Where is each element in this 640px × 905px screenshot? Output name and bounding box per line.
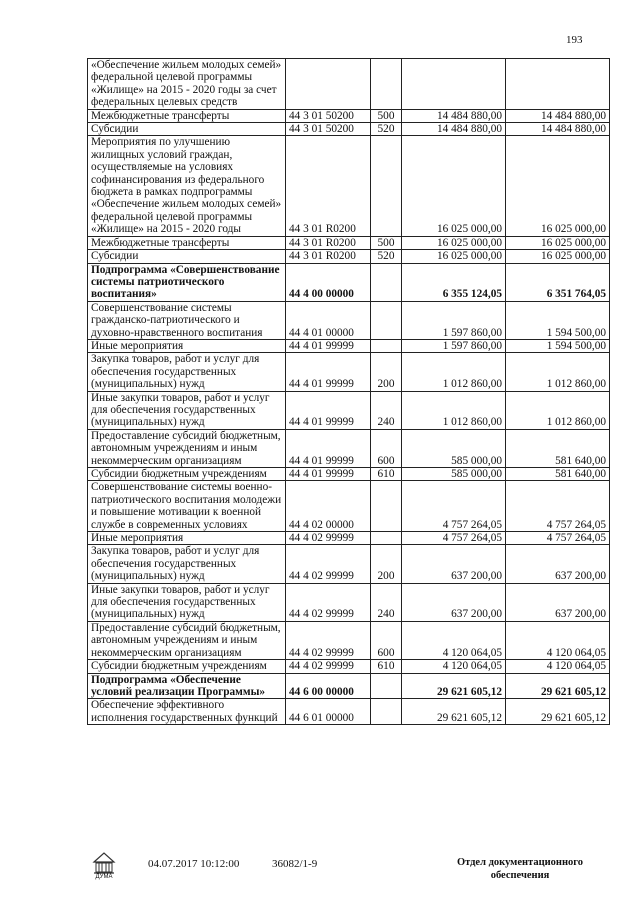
row-name: Субсидии бюджетным учреждениям [88,660,286,673]
row-name: Обеспечение эффективного исполнения государственных функций [88,699,286,725]
logo-caption: ДУМА [95,874,113,880]
row-name: Иные мероприятия [88,532,286,545]
row-sum-2017: 4 757 264,05 [402,532,506,545]
table-row [88,136,610,236]
row-sum-2017: 585 000,00 [402,429,506,467]
row-sum-2017: 14 484 880,00 [402,123,506,136]
row-vr [371,532,402,545]
row-sum-2017: 637 200,00 [402,545,506,583]
row-name: Предоставление субсидий бюджетным, автономным учреждениям и иным некоммерческим организациям [88,621,286,659]
row-sum-2017: 29 621 605,12 [402,673,506,699]
table-row [88,532,610,545]
row-code: 44 4 01 00000 [286,301,371,339]
row-sum-2018: 1 012 860,00 [506,391,610,429]
table-row [88,353,610,391]
row-name: Субсидии [88,123,286,136]
row-code: 44 4 02 99999 [286,545,371,583]
table-row [88,109,610,122]
table-row [88,699,610,725]
page-number: 193 [566,34,583,46]
row-sum-2018: 16 025 000,00 [506,136,610,236]
row-vr: 240 [371,583,402,621]
row-sum-2018: 4 120 064,05 [506,621,610,659]
row-code: 44 4 01 99999 [286,353,371,391]
row-sum-2018: 4 120 064,05 [506,660,610,673]
row-code [286,59,371,110]
table-row [88,583,610,621]
row-vr: 520 [371,250,402,263]
row-vr [371,699,402,725]
row-sum-2018: 581 640,00 [506,468,610,481]
row-sum-2018: 1 594 500,00 [506,301,610,339]
table-row [88,673,610,699]
row-code: 44 3 01 R0200 [286,236,371,249]
row-sum-2017: 16 025 000,00 [402,236,506,249]
table-row [88,236,610,249]
table-row [88,301,610,339]
row-code: 44 6 01 00000 [286,699,371,725]
row-name: Субсидии бюджетным учреждениям [88,468,286,481]
row-name: Мероприятия по улучшению жилищных условий граждан, осуществляемые на условиях софинансирования из федерального бюджета в рамках подпрограммы «Обеспечение жильем молодых семей» федеральной целевой программы «Жилище» на 2015 - 2020 годы [88,136,286,236]
row-name: Подпрограмма «Совершенствование системы патриотического воспитания» [88,263,286,301]
row-vr: 610 [371,468,402,481]
table-row [88,391,610,429]
row-sum-2018: 29 621 605,12 [506,699,610,725]
row-code: 44 3 01 R0200 [286,250,371,263]
row-vr: 600 [371,621,402,659]
table-row [88,545,610,583]
row-sum-2017 [402,59,506,110]
row-sum-2018: 4 757 264,05 [506,481,610,532]
row-sum-2017: 1 597 860,00 [402,339,506,352]
row-code: 44 4 02 99999 [286,621,371,659]
row-sum-2018: 637 200,00 [506,545,610,583]
row-vr [371,301,402,339]
row-vr: 500 [371,109,402,122]
row-vr: 610 [371,660,402,673]
footer-reg-number: 36082/1-9 [272,858,318,870]
row-vr: 520 [371,123,402,136]
row-sum-2017: 1 012 860,00 [402,353,506,391]
row-sum-2017: 637 200,00 [402,583,506,621]
table-row [88,339,610,352]
table-row [88,481,610,532]
row-sum-2017: 4 120 064,05 [402,621,506,659]
row-vr [371,59,402,110]
row-name: Иные закупки товаров, работ и услуг для обеспечения государственных (муниципальных) нужд [88,391,286,429]
row-sum-2017: 4 120 064,05 [402,660,506,673]
row-sum-2017: 585 000,00 [402,468,506,481]
row-code: 44 3 01 50200 [286,123,371,136]
row-sum-2018: 29 621 605,12 [506,673,610,699]
row-vr [371,339,402,352]
row-name: Закупка товаров, работ и услуг для обеспечения государственных (муниципальных) нужд [88,353,286,391]
row-sum-2017: 16 025 000,00 [402,250,506,263]
row-sum-2018: 1 594 500,00 [506,339,610,352]
row-code: 44 4 02 99999 [286,532,371,545]
row-code: 44 4 01 99999 [286,339,371,352]
row-code: 44 4 02 99999 [286,660,371,673]
row-code: 44 4 02 99999 [286,583,371,621]
table-row [88,250,610,263]
row-name: Совершенствование системы гражданско-патриотического и духовно-нравственного воспитания [88,301,286,339]
row-sum-2017: 6 355 124,05 [402,263,506,301]
row-sum-2018: 4 757 264,05 [506,532,610,545]
row-vr: 600 [371,429,402,467]
table-row [88,123,610,136]
table-row [88,621,610,659]
row-code: 44 4 01 99999 [286,429,371,467]
row-vr [371,481,402,532]
row-sum-2017: 14 484 880,00 [402,109,506,122]
row-vr: 200 [371,545,402,583]
row-sum-2017: 1 012 860,00 [402,391,506,429]
row-sum-2017: 1 597 860,00 [402,301,506,339]
row-name: Субсидии [88,250,286,263]
table-row [88,59,610,110]
budget-table [87,58,610,725]
row-sum-2017: 16 025 000,00 [402,136,506,236]
table-row [88,429,610,467]
row-sum-2018: 16 025 000,00 [506,236,610,249]
row-sum-2018 [506,59,610,110]
row-name: Совершенствование системы военно-патриотического воспитания молодежи и повышение мотивации к военной службе в современных условиях [88,481,286,532]
row-sum-2018: 6 351 764,05 [506,263,610,301]
row-vr: 200 [371,353,402,391]
row-name: «Обеспечение жильем молодых семей» федеральной целевой программы «Жилище» на 2015 - 2020 годы за счет федеральных целевых средств [88,59,286,110]
row-vr [371,263,402,301]
footer-department: Отдел документационного обеспечения [456,857,584,881]
row-sum-2018: 637 200,00 [506,583,610,621]
table-row [88,263,610,301]
row-name: Иные мероприятия [88,339,286,352]
row-name: Закупка товаров, работ и услуг для обеспечения государственных (муниципальных) нужд [88,545,286,583]
row-name: Межбюджетные трансферты [88,236,286,249]
table-row [88,660,610,673]
row-name: Иные закупки товаров, работ и услуг для обеспечения государственных (муниципальных) нужд [88,583,286,621]
row-sum-2018: 1 012 860,00 [506,353,610,391]
footer-date: 04.07.2017 10:12:00 [148,858,240,870]
row-sum-2018: 581 640,00 [506,429,610,467]
row-vr [371,673,402,699]
row-sum-2018: 14 484 880,00 [506,123,610,136]
table-row [88,468,610,481]
row-sum-2017: 29 621 605,12 [402,699,506,725]
row-sum-2018: 14 484 880,00 [506,109,610,122]
row-code: 44 3 01 R0200 [286,136,371,236]
row-sum-2017: 4 757 264,05 [402,481,506,532]
row-name: Межбюджетные трансферты [88,109,286,122]
row-sum-2018: 16 025 000,00 [506,250,610,263]
row-vr: 240 [371,391,402,429]
row-code: 44 4 01 99999 [286,468,371,481]
row-code: 44 4 02 00000 [286,481,371,532]
row-vr [371,136,402,236]
row-vr: 500 [371,236,402,249]
row-code: 44 3 01 50200 [286,109,371,122]
row-name: Подпрограмма «Обеспечение условий реализации Программы» [88,673,286,699]
row-code: 44 6 00 00000 [286,673,371,699]
row-code: 44 4 01 99999 [286,391,371,429]
row-code: 44 4 00 00000 [286,263,371,301]
row-name: Предоставление субсидий бюджетным, автономным учреждениям и иным некоммерческим организациям [88,429,286,467]
